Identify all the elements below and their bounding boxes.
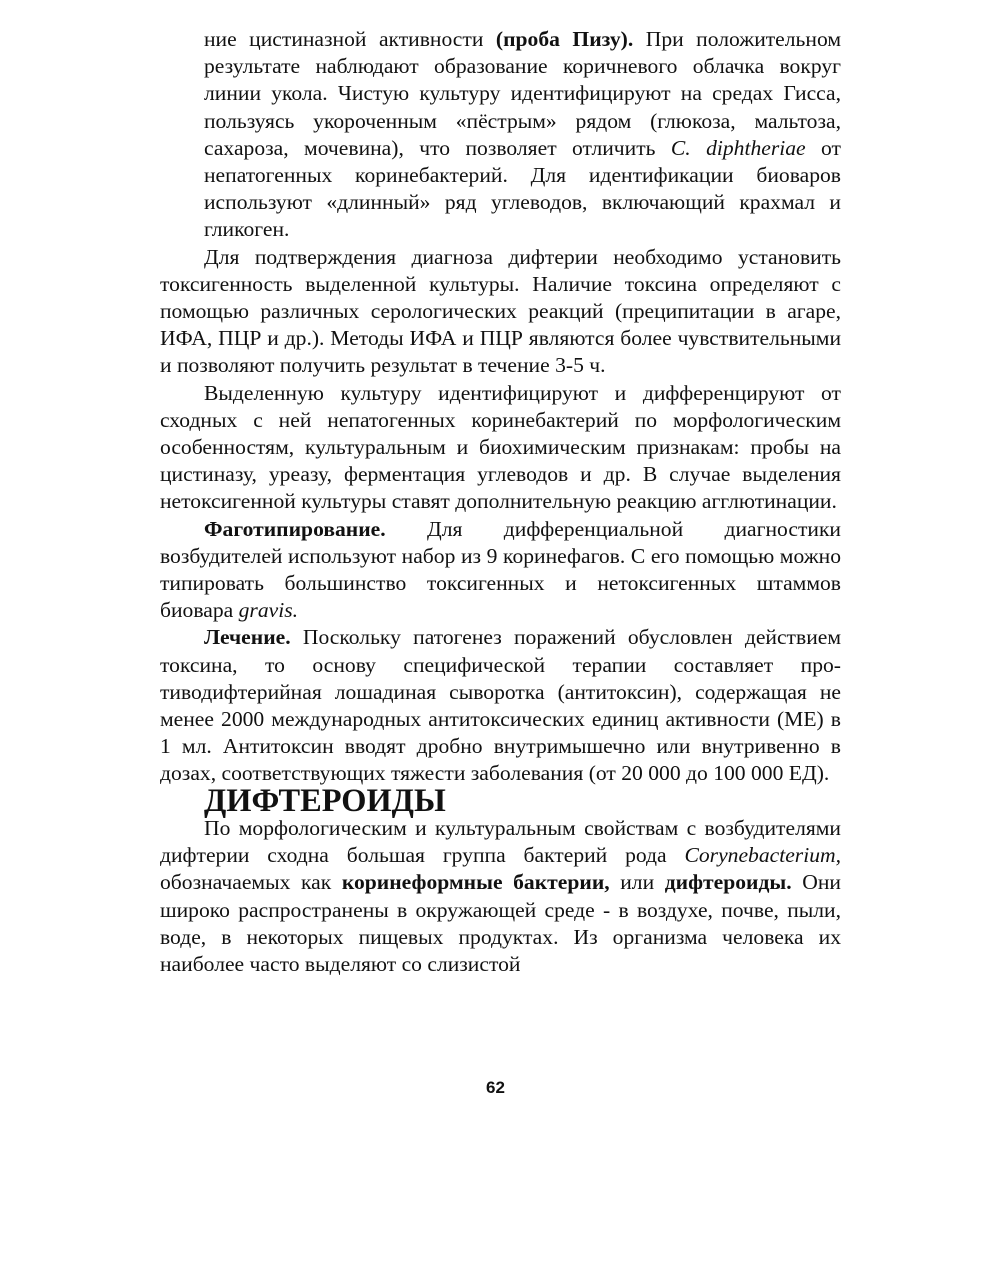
bold-term: (проба Пизу). [495, 27, 634, 51]
text-run: Выделенную культуру идентифицируют и дифференцируют от сходных с ней непатогенных коринебактерий по морфологическим особенностям, культуральным и биохимическим признакам: пробы на цистиназу, уреазу, ферментация углеводов и др. В случае выделения нетоксигенной культуры ставят дополнительную реакцию агглютинации. [160, 380, 841, 514]
paragraph-treatment [160, 624, 841, 787]
paragraph-phage-typing [160, 516, 841, 625]
page-number: 62 [486, 1078, 505, 1097]
text-run: Для дифференциальной диагностики возбудителей используют набор из 9 коринефагов. С его помощью можно типировать большинство токсигенных и нетоксигенных штаммов биовара [160, 516, 841, 623]
text-run: Поскольку патогенез поражений обусловлен действием токсина, то основу специфической терапии составляет противодифтерийная лошадиная сыворотка (антитоксин), содержащая не менее 2000 международных антитоксических единиц активности (МЕ) в 1 мл. Антитоксин вводят дробно внутримышечно или внутривенно в дозах, соответствующих тяжести заболевания (от 20 000 до 100 000 ЕД). [160, 625, 841, 786]
paragraph-1 [160, 26, 841, 244]
italic-term: gravis. [238, 598, 299, 623]
section-heading: ДИФТЕРОИДЫ [204, 782, 446, 819]
bold-term: дифтероиды. [664, 870, 792, 895]
bold-term: коринеформные бактерии, [341, 870, 610, 895]
paragraph-diphtheroids [160, 815, 841, 978]
bold-term: Лечение. [204, 625, 291, 650]
paragraph-3 [160, 380, 841, 516]
text-run: Они широко распространены в окружающей среде - в воздухе, почве, пыли, воде, в некоторых пищевых продуктах. Из организма человека их наиболее часто выделяют со слизистой [160, 870, 841, 976]
text-run: ние цистиназной активности [204, 27, 496, 51]
text-run: Для подтверждения диагноза дифтерии необходимо установить токсигенность выделенной культуры. Наличие токсина определяют с помощью различных серологических реакций (преципитации в агаре, ИФА, ПЦР и др.). Методы ИФА и ПЦР являются более чувствительными и позволяют получить результат в течение 3-5 ч. [160, 244, 841, 378]
text-run: По морфологическим и культуральным свойствам с возбудителями дифтерии сходна большая группа бактерий рода [160, 815, 841, 868]
italic-term: Corynebacterium, [684, 843, 841, 868]
paragraph-2 [160, 244, 841, 380]
text-run: обозначаемых как [160, 870, 342, 895]
text-run: от непатогенных коринебактерий. Для идентификации биоваров используют «длинный» ряд углеводов, включающий крахмал и гликоген. [204, 135, 841, 242]
text-run: При положительном результате наблюдают образование коричневого облачка вокруг линии укола. Чистую культуру идентифицируют на средах Гисса, пользуясь укороченным «пёстрым» рядом (глюкоза, мальтоза, сахароза, мочевина), что позволяет отличить [204, 27, 842, 160]
bold-term: Фаготипирование. [204, 516, 386, 541]
text-run: или [609, 870, 665, 895]
italic-term: C. diphtheriae [670, 135, 806, 160]
page-body [160, 26, 841, 978]
